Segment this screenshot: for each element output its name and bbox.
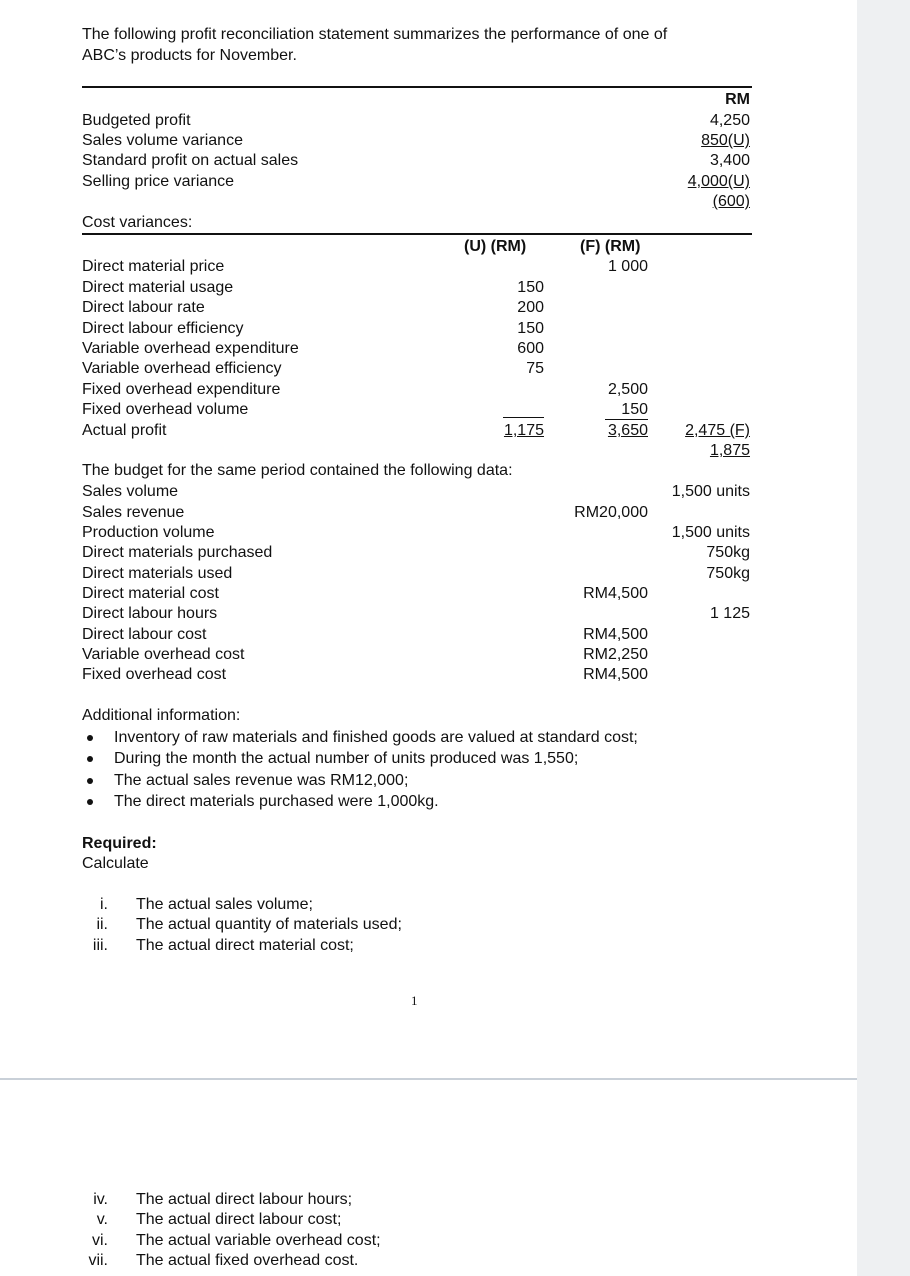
budget-title: The budget for the same period contained the following data:: [82, 462, 513, 479]
item-text: The actual direct labour cost;: [136, 1211, 342, 1228]
additional-title: Additional information:: [82, 707, 241, 724]
item-number: iv.: [93, 1191, 108, 1208]
recon-value: 4,250: [709, 112, 750, 129]
budget-label: Direct material cost: [82, 585, 219, 602]
variance-f: 150: [621, 401, 648, 418]
variance-u: 600: [517, 340, 544, 357]
item-text: The actual fixed overhead cost.: [136, 1252, 359, 1269]
recon-label: Budgeted profit: [82, 112, 191, 129]
variance-f: 1 000: [607, 258, 648, 275]
variance-label: Direct labour rate: [82, 299, 205, 316]
additional-item: The actual sales revenue was RM12,000;: [114, 772, 409, 789]
budget-label: Fixed overhead cost: [82, 666, 227, 683]
variance-u: 75: [526, 360, 544, 377]
budget-label: Direct labour cost: [82, 626, 207, 643]
budget-label: Sales revenue: [82, 504, 185, 521]
intro-line-1: The following profit reconciliation statement summarizes the performance of one of: [82, 26, 668, 43]
budget-right: 750kg: [706, 544, 750, 561]
variance-label: Direct material usage: [82, 279, 234, 296]
budget-right: 1,500 units: [671, 483, 750, 500]
variance-label: Variable overhead efficiency: [82, 360, 282, 377]
page-number: 1: [411, 993, 418, 1008]
budget-mid: RM20,000: [574, 504, 648, 521]
item-text: The actual variable overhead cost;: [136, 1232, 381, 1249]
budget-right: 750kg: [706, 565, 750, 582]
variance-label: Fixed overhead volume: [82, 401, 249, 418]
budget-mid: RM4,500: [583, 626, 648, 643]
item-text: The actual direct labour hours;: [136, 1191, 353, 1208]
page-divider: [0, 1078, 857, 1080]
recon-label: Sales volume variance: [82, 132, 243, 149]
item-number: v.: [96, 1211, 108, 1228]
variance-label: Direct material price: [82, 258, 225, 275]
item-number: ii.: [96, 916, 108, 933]
variance-label: Variable overhead expenditure: [82, 340, 299, 357]
actual-profit-value: 1,875: [709, 442, 750, 459]
item-number: vi.: [92, 1232, 108, 1249]
additional-item: The direct materials purchased were 1,000kg.: [114, 793, 439, 810]
col-f-header: (F) (RM): [580, 238, 641, 255]
variance-u: 150: [517, 320, 544, 337]
recon-value: 850(U): [701, 132, 750, 149]
col-u-header: (U) (RM): [464, 238, 527, 255]
variance-u: 200: [517, 299, 544, 316]
variance-label: Direct labour efficiency: [82, 320, 244, 337]
intro-line-2: ABC’s products for November.: [82, 47, 297, 64]
side-panel: [857, 0, 910, 1276]
rm-header: RM: [725, 91, 750, 108]
recon-label: Selling price variance: [82, 173, 235, 190]
variance-label: Fixed overhead expenditure: [82, 381, 281, 398]
cost-variances-rule: [82, 233, 752, 235]
item-number: iii.: [92, 937, 108, 954]
recon-value: 3,400: [709, 152, 750, 169]
bullet-icon: [87, 735, 93, 741]
budget-label: Direct materials purchased: [82, 544, 273, 561]
required-subtitle: Calculate: [82, 855, 149, 872]
top-rule: [82, 86, 752, 88]
bullet-icon: [87, 799, 93, 805]
budget-label: Direct labour hours: [82, 605, 218, 622]
budget-right: 1 125: [709, 605, 750, 622]
item-text: The actual sales volume;: [136, 896, 313, 913]
budget-label: Production volume: [82, 524, 215, 541]
variance-u: 150: [517, 279, 544, 296]
budget-label: Variable overhead cost: [82, 646, 245, 663]
required-title: Required:: [82, 835, 157, 852]
budget-right: 1,500 units: [671, 524, 750, 541]
additional-item: Inventory of raw materials and finished goods are valued at standard cost;: [114, 729, 638, 746]
item-text: The actual quantity of materials used;: [136, 916, 402, 933]
recon-label: Standard profit on actual sales: [82, 152, 299, 169]
net-variance: 2,475 (F): [685, 422, 750, 439]
bullet-icon: [87, 756, 93, 762]
variance-f: 2,500: [607, 381, 648, 398]
additional-item: During the month the actual number of units produced was 1,550;: [114, 750, 579, 767]
budget-mid: RM4,500: [583, 585, 648, 602]
total-u: 1,175: [503, 422, 544, 439]
budget-mid: RM2,250: [583, 646, 648, 663]
actual-profit-label: Actual profit: [82, 422, 167, 439]
recon-value: 4,000(U): [687, 173, 750, 190]
budget-label: Sales volume: [82, 483, 179, 500]
item-number: vii.: [88, 1252, 108, 1269]
budget-mid: RM4,500: [583, 666, 648, 683]
total-f: 3,650: [607, 422, 648, 439]
f-total-rule: [605, 419, 648, 420]
item-text: The actual direct material cost;: [136, 937, 354, 954]
bullet-icon: [87, 778, 93, 784]
item-number: i.: [100, 896, 108, 913]
budget-label: Direct materials used: [82, 565, 233, 582]
recon-subtotal: (600): [712, 193, 750, 210]
u-total-rule: [503, 417, 544, 418]
cost-variances-title: Cost variances:: [82, 214, 193, 231]
